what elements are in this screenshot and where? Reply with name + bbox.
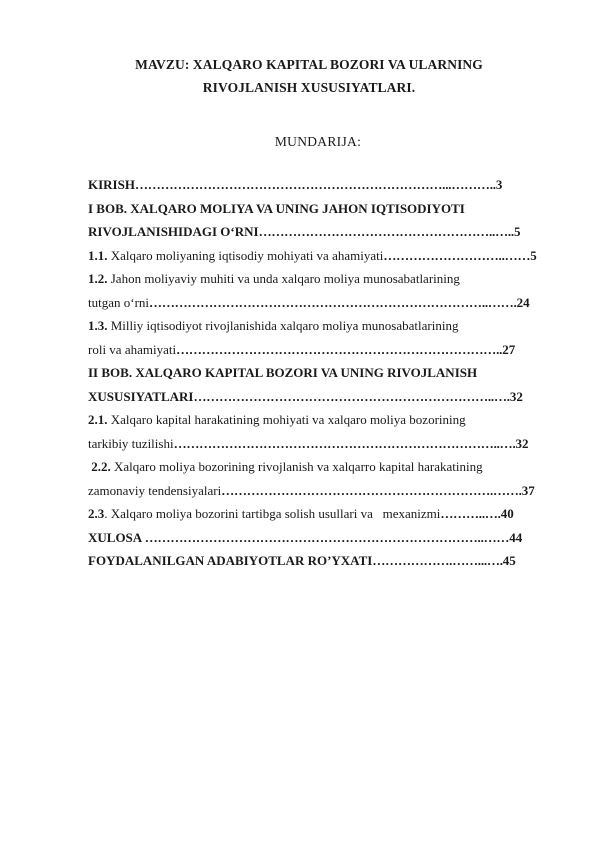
toc-entry-title: zamonaviy tendensiyalari (88, 482, 222, 498)
toc-leader-dots: ……………………………………………………………………..……. (149, 294, 517, 310)
toc-section-number: 1.3. (88, 318, 108, 333)
toc-entry-section-1-3-line-2 (88, 338, 556, 362)
toc-entry-section-2-1-line-2 (88, 432, 556, 456)
toc-entry-title: FOYDALANILGAN ADABIYOTLAR RO’YXATI (88, 553, 373, 568)
toc-leader-dots: ………………………………………………………………….. (176, 341, 503, 357)
document-title-line-2: RIVOJLANISH XUSUSIYATLARI. (202, 80, 416, 95)
toc-entry-title: XULOSA (88, 529, 145, 545)
toc-page-number: 5 (530, 247, 537, 263)
toc-entry-title: Jahon moliyaviy muhiti va unda xalqaro moliya munosabatlarining (107, 271, 460, 286)
toc-page-number: 32 (509, 388, 523, 404)
toc-entry-section-2-2-line-2 (88, 479, 556, 503)
document-title-line-1: MAVZU: XALQARO KAPITAL BOZORI VA ULARNING (135, 57, 483, 72)
toc-leader-dots: ……………….……...…. (372, 553, 503, 568)
toc-section-number: 2.3 (88, 506, 105, 521)
toc-page-number: 40 (500, 506, 514, 521)
toc-page-number: 5 (513, 224, 521, 239)
toc-entry-title: I BOB. XALQARO MOLIYA VA UNING JAHON IQTISODIYOTI (88, 200, 465, 216)
toc-page-number: 32 (515, 435, 529, 451)
toc-entry-title: Xalqaro kapital harakatining mohiyati va xalqaro moliya bozorining (107, 412, 466, 427)
toc-entry-title: Xalqaro moliya bozorining rivojlanish va xalqarro kapital harakatining (110, 459, 483, 474)
toc-entry-title: Milliy iqtisodiyot rivojlanishida xalqaro moliya munosabatlarining (107, 318, 459, 333)
toc-entry-title: II BOB. XALQARO KAPITAL BOZORI VA UNING RIVOJLANISH (88, 365, 478, 380)
toc-entry-title: tarkibiy tuzilishi (88, 435, 174, 451)
toc-entry-section-2-2-line-1 (88, 455, 556, 479)
toc-leader-dots: ………………………..…… (383, 247, 531, 263)
toc-leader-dots: ……………………………………………………………..…. (193, 388, 510, 404)
toc-page-number: 44 (509, 529, 523, 545)
toc-section-number: 2.2. (88, 459, 111, 474)
toc-entry-chapter-1-line-1 (88, 197, 556, 221)
toc-entry-title: roli va ahamiyati (88, 341, 177, 357)
toc-leader-dots: ………..…. (440, 506, 501, 521)
toc-entry-title: . Xalqaro moliya bozorini tartibga solish usullari va mexanizmi (104, 506, 441, 521)
toc-leader-dots: …………………………………………………………………..…. (173, 435, 516, 451)
toc-leader-dots: ……………………………………………………………………..…… (144, 529, 510, 545)
toc-entry-chapter-2-line-1 (88, 361, 556, 385)
contents-heading: MUNDARIJA: (274, 134, 362, 149)
toc-page-number: 27 (502, 341, 516, 357)
toc-entry-section-1-2-line-2 (88, 291, 556, 315)
toc-entry-chapter-1-line-2 (88, 220, 556, 244)
toc-entry-intro (88, 173, 556, 197)
toc-entry-title: XUSUSIYATLARI (88, 388, 194, 404)
toc-entry-title: Xalqaro moliyaning iqtisodiy mohiyati va ahamiyati (107, 247, 384, 263)
toc-entry-title: RIVOJLANISHIDAGI O‘RNI (88, 224, 259, 239)
toc-page-number: 3 (495, 177, 503, 192)
toc-leader-dots: ………………………………………………..….. (258, 224, 514, 239)
toc-section-number: 1.1. (88, 247, 108, 263)
toc-entry-section-1-2-line-1 (88, 267, 556, 291)
toc-entry-conclusion (88, 526, 556, 550)
toc-entry-section-1-1 (88, 244, 556, 268)
toc-page-number: 45 (502, 553, 516, 568)
toc-entry-chapter-2-line-2 (88, 385, 556, 409)
toc-entry-references (88, 549, 556, 573)
toc-section-number: 1.2. (88, 271, 108, 286)
toc-entry-section-2-1-line-1 (88, 408, 556, 432)
toc-entry-section-2-3 (88, 502, 556, 526)
toc-leader-dots: ……………………………………………………….……. (221, 482, 522, 498)
toc-entry-title: tutgan o‘rni (88, 294, 150, 310)
toc-page-number: 24 (516, 294, 530, 310)
toc-entry-section-1-3-line-1 (88, 314, 556, 338)
toc-leader-dots: ………………………………………………………………...……….. (134, 177, 496, 192)
toc-section-number: 2.1. (88, 412, 108, 427)
toc-entry-title: KIRISH (88, 177, 135, 192)
toc-page-number: 37 (521, 482, 535, 498)
table-of-contents (88, 173, 556, 573)
